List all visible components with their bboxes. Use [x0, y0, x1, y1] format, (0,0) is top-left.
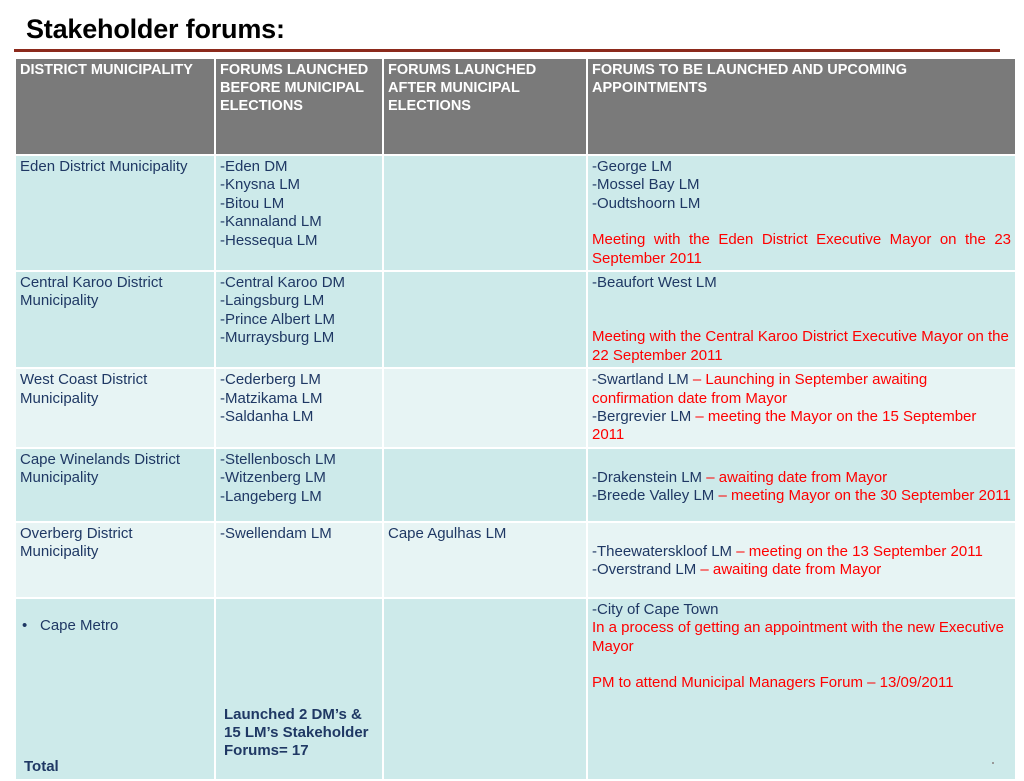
district-cell: West Coast District Municipality	[15, 368, 215, 448]
table-row	[15, 522, 1016, 598]
list-item: • Cape Metro	[20, 617, 210, 635]
district-cell: Eden District Municipality	[15, 155, 215, 271]
header-forums-upcoming: FORUMS TO BE LAUNCHED AND UPCOMING APPOINTMENTS	[587, 58, 1016, 155]
list-item: -Beaufort West LM	[592, 274, 717, 292]
list-item: -Prince Albert LM	[220, 310, 336, 328]
list-item: -Swellendam LM	[220, 524, 332, 542]
list-item	[592, 371, 1011, 408]
list-item: -Laingsburg LM	[220, 292, 325, 310]
list-item: -Saldanha LM	[220, 408, 314, 426]
header-forums-after-elections: FORUMS LAUNCHED AFTER MUNICIPAL ELECTIONS	[383, 58, 587, 155]
meeting-note: PM to attend Municipal Managers Forum – 13/09/2011	[592, 674, 954, 692]
list-item: -Eden DM	[220, 158, 288, 175]
total-label: Total	[24, 758, 59, 776]
upcoming-cell	[587, 598, 1016, 780]
upcoming-cell	[587, 155, 1016, 271]
title-divider	[14, 49, 1000, 52]
table-row	[15, 155, 1016, 271]
status-detail: – meeting Mayor on the 30 September 2011	[714, 487, 1011, 505]
list-item: -Kannaland LM	[220, 213, 322, 231]
district-cell: Central Karoo District Municipality	[15, 271, 215, 368]
table-row	[15, 598, 1016, 780]
slide-title: Stakeholder forums:	[26, 14, 285, 44]
municipality-name: -Breede Valley LM	[592, 487, 715, 505]
after-cell	[383, 271, 587, 368]
after-cell	[383, 598, 587, 780]
table-row	[15, 271, 1016, 368]
list-item	[592, 469, 1011, 487]
list-item: -Cederberg LM	[220, 371, 321, 389]
after-cell: Cape Agulhas LM	[383, 522, 587, 598]
stakeholder-forums-table	[14, 57, 1017, 781]
upcoming-cell	[587, 522, 1016, 598]
status-detail: – Launching in September awaiting confirmation date from Mayor	[592, 371, 928, 407]
list-item	[592, 408, 1011, 445]
after-cell	[383, 368, 587, 448]
meeting-note: Meeting with the Central Karoo District Executive Mayor on the 22 September 2011	[592, 328, 1009, 364]
municipality-name: -Bergrevier LM	[592, 408, 692, 426]
before-cell	[215, 271, 383, 368]
list-item: -Oudtshoorn LM	[592, 194, 701, 212]
status-detail: In a process of getting an appointment with the new Executive Mayor	[592, 619, 1004, 655]
header-district-municipality: DISTRICT MUNICIPALITY	[15, 58, 215, 155]
list-item: -Bitou LM	[220, 194, 285, 212]
list-item	[592, 543, 1011, 561]
status-detail: – awaiting date from Mayor	[696, 561, 882, 579]
municipality-name: -Swartland LM	[592, 371, 689, 389]
list-item: -Witzenberg LM	[220, 469, 326, 487]
after-cell	[383, 448, 587, 522]
before-cell	[215, 522, 383, 598]
table-row	[15, 448, 1016, 522]
list-item: -Central Karoo DM	[220, 274, 346, 292]
municipality-name: -Theewaterskloof LM	[592, 542, 733, 560]
district-cell: Cape Winelands District Municipality	[15, 448, 215, 522]
meeting-note: Meeting with the Eden District Executive Mayor on the 23 September 2011	[592, 231, 1011, 267]
list-item	[592, 487, 1011, 505]
before-cell	[215, 368, 383, 448]
upcoming-cell	[587, 368, 1016, 448]
list-item: -Knysna LM	[220, 176, 301, 194]
header-forums-before-elections: FORUMS LAUNCHED BEFORE MUNICIPAL ELECTIONS	[215, 58, 383, 155]
list-item: -Murraysburg LM	[220, 329, 335, 347]
status-detail: – meeting on the 13 September 2011	[732, 542, 983, 560]
list-item: -Stellenbosch LM	[220, 450, 336, 468]
list-item: -Langeberg LM	[220, 487, 322, 505]
table-row	[15, 368, 1016, 448]
before-cell	[215, 155, 383, 271]
municipality-name: -Drakenstein LM	[592, 468, 703, 486]
before-cell	[215, 598, 383, 780]
list-item: -Matzikama LM	[220, 389, 323, 407]
list-item: -George LM	[592, 158, 673, 175]
list-item	[592, 561, 1011, 579]
after-cell	[383, 155, 587, 271]
table-header-row	[15, 58, 1016, 155]
list-item: -City of Cape Town	[592, 600, 719, 618]
municipality-name: -Overstrand LM	[592, 561, 697, 579]
page-marker	[992, 762, 994, 764]
district-cell	[15, 598, 215, 780]
status-detail: – awaiting date from Mayor	[702, 468, 888, 486]
upcoming-cell	[587, 448, 1016, 522]
upcoming-cell	[587, 271, 1016, 368]
status-detail: – meeting the Mayor on the 15 September 2011	[592, 408, 977, 444]
launched-summary: Launched 2 DM’s & 15 LM’s Stakeholder Forums= 17	[224, 705, 369, 760]
list-item: -Mossel Bay LM	[592, 176, 700, 194]
before-cell	[215, 448, 383, 522]
district-cell: Overberg District Municipality	[15, 522, 215, 598]
list-item: -Hessequa LM	[220, 231, 318, 249]
